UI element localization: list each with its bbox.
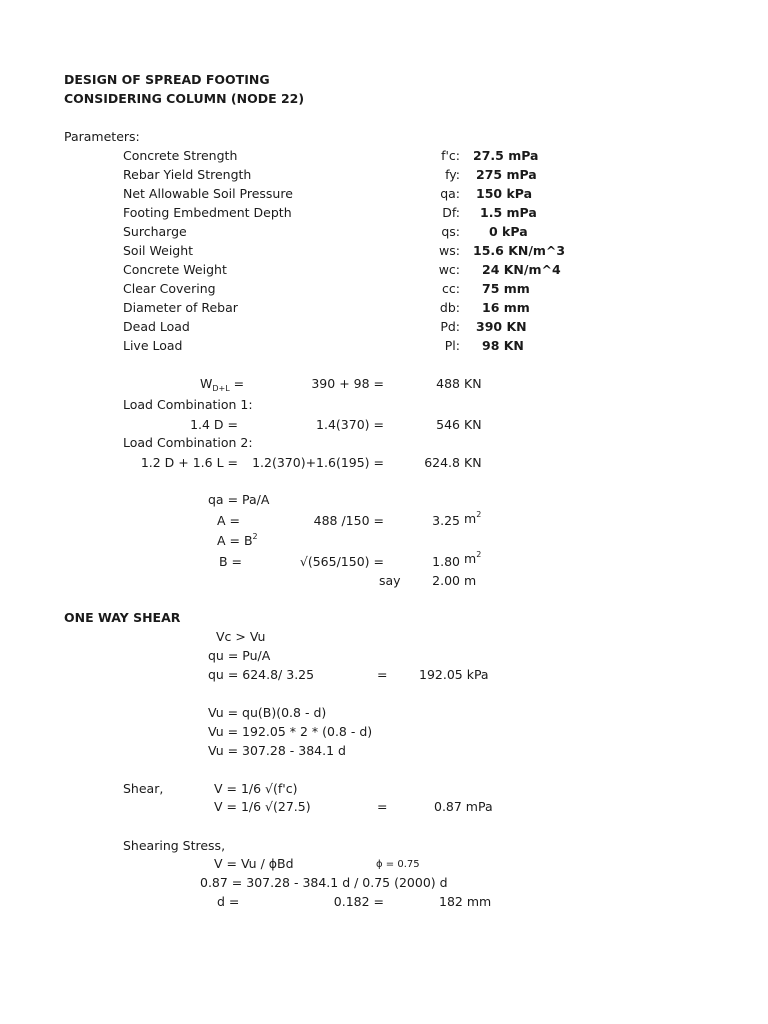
vu-line-2: Vu = 192.05 * 2 * (0.8 - d): [208, 724, 373, 739]
wdl-expression: 390 + 98 =: [311, 376, 384, 391]
param-symbol: db:: [439, 300, 460, 315]
b-unit: $m^2$: [464, 550, 482, 566]
param-value: 75 mm: [482, 281, 530, 296]
shear-line-2: V = 1/6 √(27.5): [214, 799, 311, 814]
param-value: 24 KN/m^4: [482, 262, 561, 277]
param-label: Dead Load: [123, 319, 190, 334]
shear-value: 0.87 mPa: [434, 799, 493, 814]
qu-value: 192.05 kPa: [419, 667, 489, 682]
param-symbol: ws:: [439, 243, 460, 258]
d-expression: 0.182 =: [333, 894, 384, 909]
phi-note: ϕ = 0.75: [376, 859, 420, 870]
param-symbol: Pd:: [440, 319, 460, 334]
param-label: Clear Covering: [123, 281, 216, 296]
param-label: Concrete Strength: [123, 148, 238, 163]
param-label: Soil Weight: [123, 243, 194, 258]
say-unit: m: [464, 573, 477, 588]
param-symbol: qs:: [441, 224, 460, 239]
param-value: 1.5 mPa: [480, 205, 537, 220]
param-value: 27.5 mPa: [473, 148, 539, 163]
title-line-2: CONSIDERING COLUMN (NODE 22): [64, 91, 305, 106]
shearing-stress-label: Shearing Stress,: [123, 838, 226, 853]
param-symbol: Df:: [442, 205, 460, 220]
wdl-label: $W_{D+L}$ =: [200, 376, 245, 393]
shear-label: Shear,: [123, 781, 164, 796]
vu-line-1: Vu = qu(B)(0.8 - d): [208, 705, 327, 720]
param-label: Net Allowable Soil Pressure: [123, 186, 293, 201]
a-unit: $m^2$: [464, 510, 482, 526]
qu-calc-line: qu = 624.8/ 3.25: [208, 667, 315, 682]
param-symbol: Pl:: [444, 338, 460, 353]
lc2-label: 1.2 D + 1.6 L =: [140, 455, 238, 470]
lc2-unit: KN: [464, 455, 482, 470]
a-value: 3.25: [432, 513, 460, 528]
shear-line-1: V = 1/6 √(f'c): [214, 781, 298, 796]
d-value: 182 mm: [439, 894, 492, 909]
param-label: Surcharge: [123, 224, 187, 239]
lc1-expression: 1.4(370) =: [316, 417, 384, 432]
b-expression: √(565/150) =: [299, 554, 384, 569]
param-value: 15.6 KN/m^3: [473, 243, 566, 258]
qu-equals: =: [377, 667, 388, 682]
stress-line-2: 0.87 = 307.28 - 384.1 d / 0.75 (2000) d: [200, 875, 448, 890]
param-value: 275 mPa: [476, 167, 537, 182]
vu-line-3: Vu = 307.28 - 384.1 d: [208, 743, 346, 758]
param-value: 98 KN: [482, 338, 524, 353]
b-label: B =: [219, 554, 243, 569]
vc-line: Vc > Vu: [216, 629, 266, 644]
say-label: say: [379, 573, 401, 588]
param-symbol: cc:: [442, 281, 460, 296]
title-line-1: DESIGN OF SPREAD FOOTING: [64, 72, 270, 87]
param-label: Live Load: [123, 338, 183, 353]
param-label: Concrete Weight: [123, 262, 227, 277]
lc1-unit: KN: [464, 417, 482, 432]
param-value: 390 KN: [476, 319, 527, 334]
lc1-value: 546: [436, 417, 460, 432]
param-symbol: wc:: [438, 262, 460, 277]
say-value: 2.00: [432, 573, 460, 588]
lc2-expression: 1.2(370)+1.6(195) =: [252, 455, 384, 470]
lc1-heading: Load Combination 1:: [123, 397, 253, 412]
stress-line-1: V = Vu / ϕBd: [214, 856, 294, 871]
param-value: 16 mm: [482, 300, 530, 315]
a-label: A =: [217, 513, 240, 528]
wdl-value: 488: [436, 376, 460, 391]
shear-equals: =: [377, 799, 388, 814]
param-symbol: qa:: [440, 186, 460, 201]
qu-line: qu = Pu/A: [208, 648, 271, 663]
lc2-value: 624.8: [424, 455, 460, 470]
lc1-label: 1.4 D =: [190, 417, 238, 432]
d-label: d =: [217, 894, 240, 909]
param-label: Diameter of Rebar: [123, 300, 238, 315]
param-label: Footing Embedment Depth: [123, 205, 292, 220]
param-symbol: f'c:: [441, 148, 460, 163]
a-equals-b-squared: $A = B^2$: [217, 532, 258, 548]
lc2-heading: Load Combination 2:: [123, 435, 253, 450]
qa-equation: qa = Pa/A: [208, 492, 270, 507]
param-value: 150 kPa: [476, 186, 533, 201]
parameters-heading: Parameters:: [64, 129, 140, 144]
b-value: 1.80: [432, 554, 460, 569]
param-symbol: fy:: [445, 167, 460, 182]
param-label: Rebar Yield Strength: [123, 167, 252, 182]
wdl-unit: KN: [464, 376, 482, 391]
param-value: 0 kPa: [489, 224, 528, 239]
a-expression: 488 /150 =: [313, 513, 384, 528]
one-way-shear-heading: ONE WAY SHEAR: [64, 610, 181, 625]
